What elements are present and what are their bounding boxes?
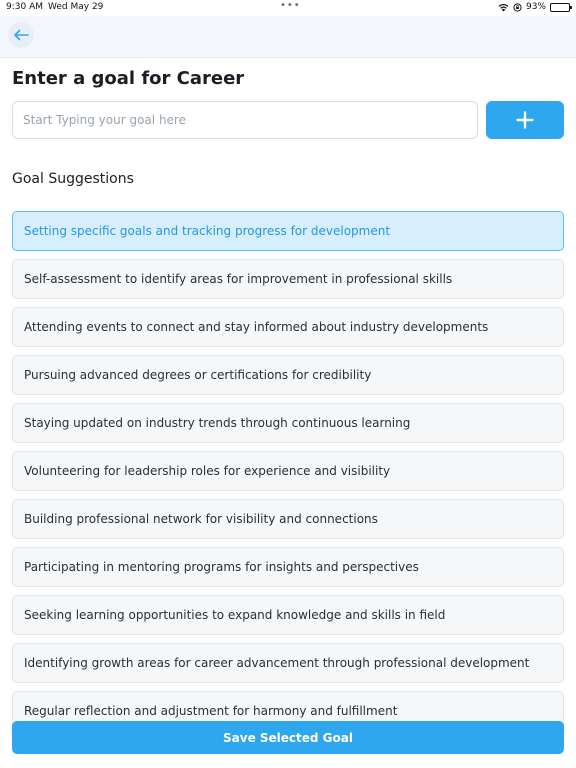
battery-percentage: 93% [525,2,546,12]
back-button[interactable] [8,22,34,48]
suggestion-item[interactable]: Pursuing advanced degrees or certifications for credibility [12,355,564,395]
status-indicators [498,2,570,12]
multitasking-dots[interactable]: ••• [280,0,301,11]
suggestion-list [12,211,564,739]
status-date: Wed May 29 [48,2,104,12]
orientation-lock-icon [513,3,522,12]
suggestion-item[interactable]: Attending events to connect and stay informed about industry developments [12,307,564,347]
add-goal-button[interactable] [486,101,564,139]
suggestion-item[interactable]: Self-assessment to identify areas for improvement in professional skills [12,259,564,299]
wifi-icon [498,3,509,12]
save-selected-goal-button[interactable]: Save Selected Goal [12,721,564,754]
suggestion-item[interactable]: Volunteering for leadership roles for experience and visibility [12,451,564,491]
suggestion-item[interactable]: Participating in mentoring programs for insights and perspectives [12,547,564,587]
page-title: Enter a goal for Career [12,68,245,89]
suggestion-item[interactable]: Staying updated on industry trends through continuous learning [12,403,564,443]
battery-icon [550,3,570,12]
suggestion-item[interactable]: Identifying growth areas for career advancement through professional development [12,643,564,683]
suggestion-item[interactable]: Setting specific goals and tracking progress for development [12,211,564,251]
plus-icon [516,111,534,129]
status-bar [0,0,576,16]
suggestion-item[interactable]: Building professional network for visibility and connections [12,499,564,539]
suggestion-item[interactable]: Seeking learning opportunities to expand knowledge and skills in field [12,595,564,635]
status-time: 9:30 AM [6,2,43,12]
suggestions-heading: Goal Suggestions [12,171,134,187]
arrow-left-icon [13,29,29,41]
goal-input[interactable] [12,101,478,139]
header-bar [0,16,576,58]
suggestion-item[interactable]: Regular reflection and adjustment for harmony and fulfillment [12,691,564,731]
